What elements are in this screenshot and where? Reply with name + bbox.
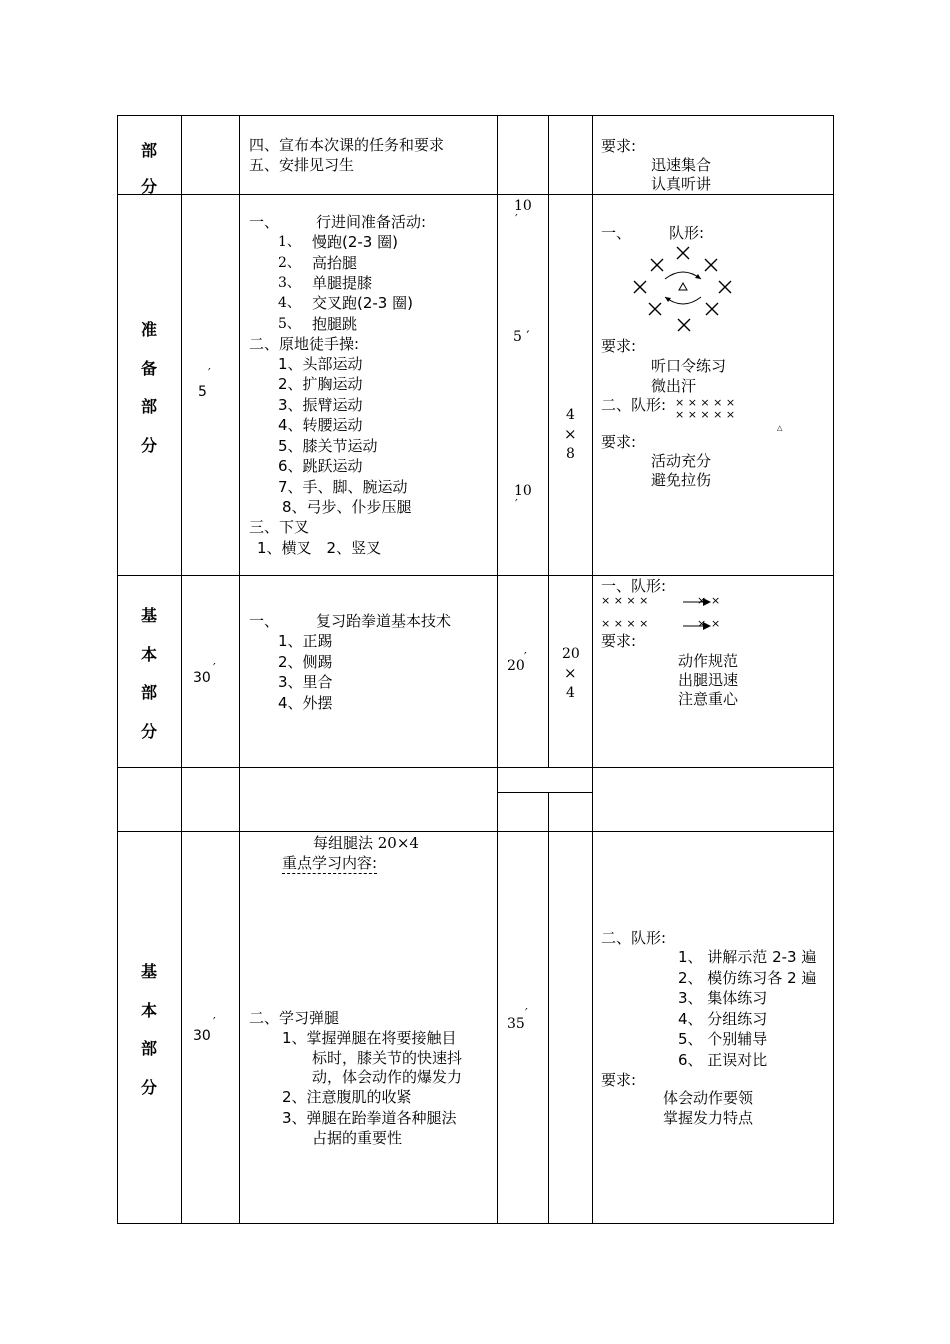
practice-count: 8 [566,446,575,462]
formation-mark: × [711,617,721,630]
org-line: 微出汗 [651,377,697,395]
section-char: 部 [141,1039,158,1058]
content-line: 3、里合 [278,673,333,691]
cross-mark [649,303,661,315]
section-char: 部 [141,683,158,702]
practice-time: 20 [507,658,525,674]
content-line: 1、掌握弹腿在将要接触目 [282,1029,457,1047]
org-line: 一、 [601,224,632,242]
content-line: 1、头部运动 [278,355,363,373]
practice-time: 5 ′ [513,329,530,345]
section-char: 分 [141,177,158,196]
time-value: 30 [193,670,211,686]
content-cell [240,832,498,1224]
practice-time: ′ [515,497,518,511]
formation-row: × × × × [601,594,649,607]
org-line: 出腿迅速 [678,671,739,689]
content-line: 1、正踢 [278,632,333,650]
practice-time-cell [498,116,549,195]
org-line: 避免拉伤 [651,471,712,489]
time-cell [182,832,240,1224]
content-line: 五、安排见习生 [249,156,355,174]
section-cell [118,832,182,1224]
org-line: 迅速集合 [651,156,712,174]
section-char: 部 [141,141,158,160]
content-line: 2、注意腹肌的收紧 [282,1088,412,1106]
org-line: 要求: [601,433,637,451]
time-value: 5 [198,384,207,400]
org-line: 要求: [601,137,637,155]
practice-count-cell [549,116,593,195]
org-line: 二、队形: [601,929,667,947]
cross-marks [634,247,731,331]
content-line: 2、侧踢 [278,653,333,671]
content-line: 重点学习内容: [282,854,378,872]
time-cell [182,195,240,576]
org-line: 3、 集体练习 [678,989,768,1007]
content-line: 四、宣布本次课的任务和要求 [249,136,445,154]
content-line: 二、原地徒手操: [249,335,360,353]
content-line: 3、振臂运动 [278,396,363,414]
formation-row: × × × × × [675,408,736,421]
practice-count: 20 [562,646,580,662]
practice-time: 10 [514,198,532,214]
row-intro-end [118,116,834,195]
content-line: 2、扩胸运动 [278,375,363,393]
practice-count-cell [549,195,593,576]
row-basic-review [118,576,834,768]
content-line: 高抬腿 [312,254,358,272]
section-cell [118,195,182,576]
time-mark: ′ [524,650,527,664]
content-cell [240,195,498,576]
org-line: 要求: [601,1071,637,1089]
content-line: 5、 [278,316,301,332]
org-line: 1、 讲解示范 2-3 遍 [678,948,817,966]
content-line: 二、学习弹腿 [249,1009,340,1027]
practice-count: 4 [566,407,575,423]
row-basic-learn [118,832,834,1224]
section-char: 部 [141,397,158,416]
section-char: 分 [141,722,158,741]
org-line: 要求: [601,337,637,355]
section-char: 准 [141,320,158,339]
content-line: 占据的重要性 [312,1129,403,1147]
practice-time: ′ [515,212,518,226]
content-line: 4、转腰运动 [278,416,363,434]
time-cell [182,576,240,768]
formation-mark: × [697,594,707,607]
section-char: 基 [141,606,158,625]
org-line: 5、 个别辅导 [678,1030,768,1048]
content-line: 交叉跑(2-3 圈) [312,294,413,312]
content-line: 三、下叉 [249,518,310,536]
section-cell [118,576,182,768]
content-line: 一、 [249,213,280,231]
content-line: 1、 [278,234,301,250]
content-cell [240,576,498,768]
org-line: 二、队形: [601,396,667,414]
cross-mark [651,259,663,271]
org-line: 认真听讲 [651,175,712,193]
practice-time-cell [498,576,549,768]
org-line: 一、队形: [601,577,667,595]
org-cell [593,832,834,1224]
practice-time: 35 [507,1016,525,1032]
org-line: 6、 正误对比 [678,1051,768,1069]
header-p-count [549,793,593,832]
org-line: 注意重心 [678,690,739,708]
header-practice [498,768,593,793]
content-line: 1、横叉 2、竖叉 [257,539,382,557]
teacher-triangle [679,283,687,290]
org-cell [593,116,834,195]
org-line: 要求: [601,632,637,650]
formation-mark: × [697,617,707,630]
content-line: 8、弓步、仆步压腿 [282,498,412,516]
content-line: 5、膝关节运动 [278,437,378,455]
cross-mark [677,247,689,259]
content-line: 行进间准备活动: [316,213,427,231]
time-mark: ′ [525,1006,528,1020]
cross-mark [719,281,731,293]
practice-time: 10 [514,483,532,499]
practice-count: × [564,425,577,443]
time-cell [182,116,240,195]
org-line: 队形: [669,224,705,242]
section-char: 本 [141,1001,158,1020]
header-time [182,768,240,832]
section-char: 分 [141,436,158,455]
content-line: 每组腿法 20×4 [313,834,419,852]
org-line: 体会动作要领 [663,1089,754,1107]
time-value: 30 [193,1028,211,1044]
org-line: 2、 模仿练习各 2 遍 [678,969,817,987]
content-line: 2、 [278,255,301,271]
rotation-arrow-head [665,297,671,302]
org-cell [593,576,834,768]
content-line: 4、 [278,295,301,311]
content-line: 复习跆拳道基本技术 [316,612,452,630]
header-p-time [498,793,549,832]
org-line: 动作规范 [678,652,739,670]
row-warmup [118,195,834,576]
header-row [118,768,834,793]
content-line: 慢跑(2-3 圈) [312,233,398,251]
circle-formation-diagram [629,243,739,335]
content-line: 单腿提膝 [312,274,373,292]
cross-mark [678,319,690,331]
time-mark: ′ [213,661,216,675]
section-char: 备 [141,359,158,378]
section-char: 本 [141,645,158,664]
content-cell [240,116,498,195]
content-line: 3、 [278,275,301,291]
content-line: 7、手、脚、腕运动 [278,478,408,496]
cross-mark [706,303,718,315]
lesson-plan-table [117,115,834,1224]
org-line: 掌握发力特点 [663,1109,754,1127]
content-line: 动，体会动作的爆发力 [312,1068,463,1086]
time-mark: ′ [213,1015,216,1029]
formation-row: × × × × × [675,396,736,409]
teacher-triangle: △ [777,424,783,432]
org-cell [593,195,834,576]
org-line: 活动充分 [651,452,712,470]
org-line: 听口令练习 [651,357,727,375]
practice-count: 4 [566,685,575,701]
content-line: 3、弹腿在跆拳道各种腿法 [282,1109,457,1127]
header-content [240,768,498,832]
practice-count-cell [549,832,593,1224]
section-cell [118,116,182,195]
header-part [118,768,182,832]
practice-time-cell [498,832,549,1224]
time-mark: ′ [208,366,211,380]
cross-mark [634,281,646,293]
content-line: 抱腿跳 [312,315,358,333]
content-line: 6、跳跃运动 [278,457,363,475]
rotation-arrow-head [695,274,701,279]
practice-count: × [564,664,577,682]
formation-row: × × × × [601,617,649,630]
content-line: 标时，膝关节的快速抖 [312,1049,463,1067]
content-line: 4、外摆 [278,694,333,712]
content-line: 一、 [249,612,280,630]
section-char: 分 [141,1078,158,1097]
header-org [593,768,834,832]
practice-count-cell [549,576,593,768]
cross-mark [705,259,717,271]
org-line: 4、 分组练习 [678,1010,768,1028]
formation-mark: × [711,594,721,607]
section-char: 基 [141,962,158,981]
practice-time-cell [498,195,549,576]
